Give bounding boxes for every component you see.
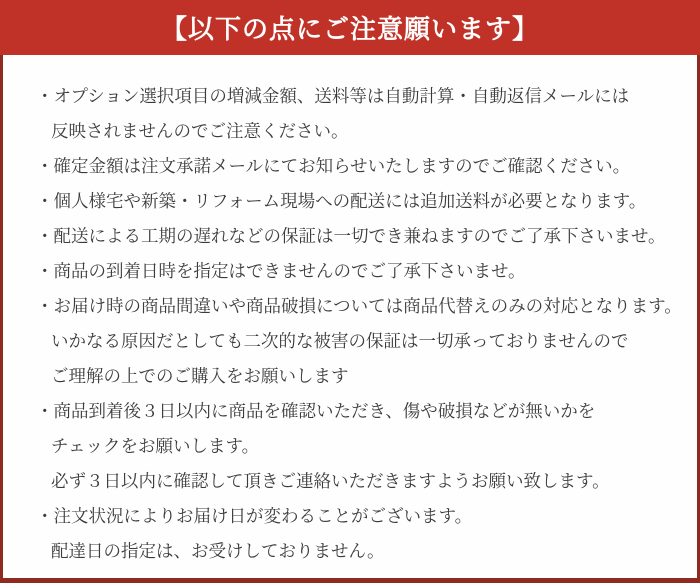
notice-line-text: 配達日の指定は、お受けしておりません。 (51, 541, 385, 561)
notice-line (36, 499, 689, 534)
bullet-marker: ・ (36, 401, 54, 421)
notice-line (36, 289, 689, 324)
bullet-marker: ・ (36, 506, 54, 526)
notice-line-text: チェックをお願いします。 (51, 436, 260, 456)
notice-line (36, 394, 689, 429)
notice-line-text: 必ず３日以内に確認して頂きご連絡いただきますようお願い致します。 (51, 471, 610, 491)
notice-line-text: 確定金額は注文承諾メールにてお知らせいたしますのでご確認ください。 (53, 156, 631, 176)
notice-content (0, 55, 700, 583)
notice-line (36, 149, 689, 184)
notice-line-text: 商品到着後３日以内に商品を確認いただき、傷や破損などが無いかを (53, 401, 596, 421)
notice-header (0, 0, 700, 55)
notice-line (36, 324, 689, 359)
notice-line (36, 219, 689, 254)
notice-line (36, 254, 689, 289)
notice-line (36, 464, 689, 499)
notice-line-text: いかなる原因だとしても二次的な被害の保証は一切承っておりませんので (51, 331, 629, 351)
notice-line-text: ご理解の上でのご購入をお願いします (51, 366, 349, 386)
bullet-marker: ・ (36, 86, 54, 106)
notice-line-text: オプション選択項目の増減金額、送料等は自動計算・自動返信メールには (53, 86, 630, 106)
notice-line (36, 429, 689, 464)
notice-line (36, 79, 689, 114)
bullet-marker: ・ (36, 156, 54, 176)
notice-line-text: 個人様宅や新築・リフォーム現場への配送には追加送料が必要となります。 (53, 191, 647, 211)
bullet-marker: ・ (36, 191, 54, 211)
notice-line-text: 注文状況によりお届け日が変わることがございます。 (53, 506, 473, 526)
page-title: 【以下の点にご注意願います】 (160, 14, 539, 44)
notice-line-text: 反映されませんのでご注意ください。 (51, 121, 349, 141)
notice-line (36, 114, 689, 149)
notice-list (36, 79, 689, 569)
notice-line (36, 184, 689, 219)
notice-line (36, 534, 689, 569)
notice-line-text: 商品の到着日時を指定はできませんのでご了承下さいませ。 (53, 261, 526, 281)
bullet-marker: ・ (36, 226, 54, 246)
notice-line-text: お届け時の商品間違いや商品破損については商品代替えのみの対応となります。 (53, 296, 682, 316)
bullet-marker: ・ (36, 261, 54, 281)
bullet-marker: ・ (36, 296, 54, 316)
notice-line (36, 359, 689, 394)
notice-line-text: 配送による工期の遅れなどの保証は一切でき兼ねますのでご了承下さいませ。 (53, 226, 666, 246)
